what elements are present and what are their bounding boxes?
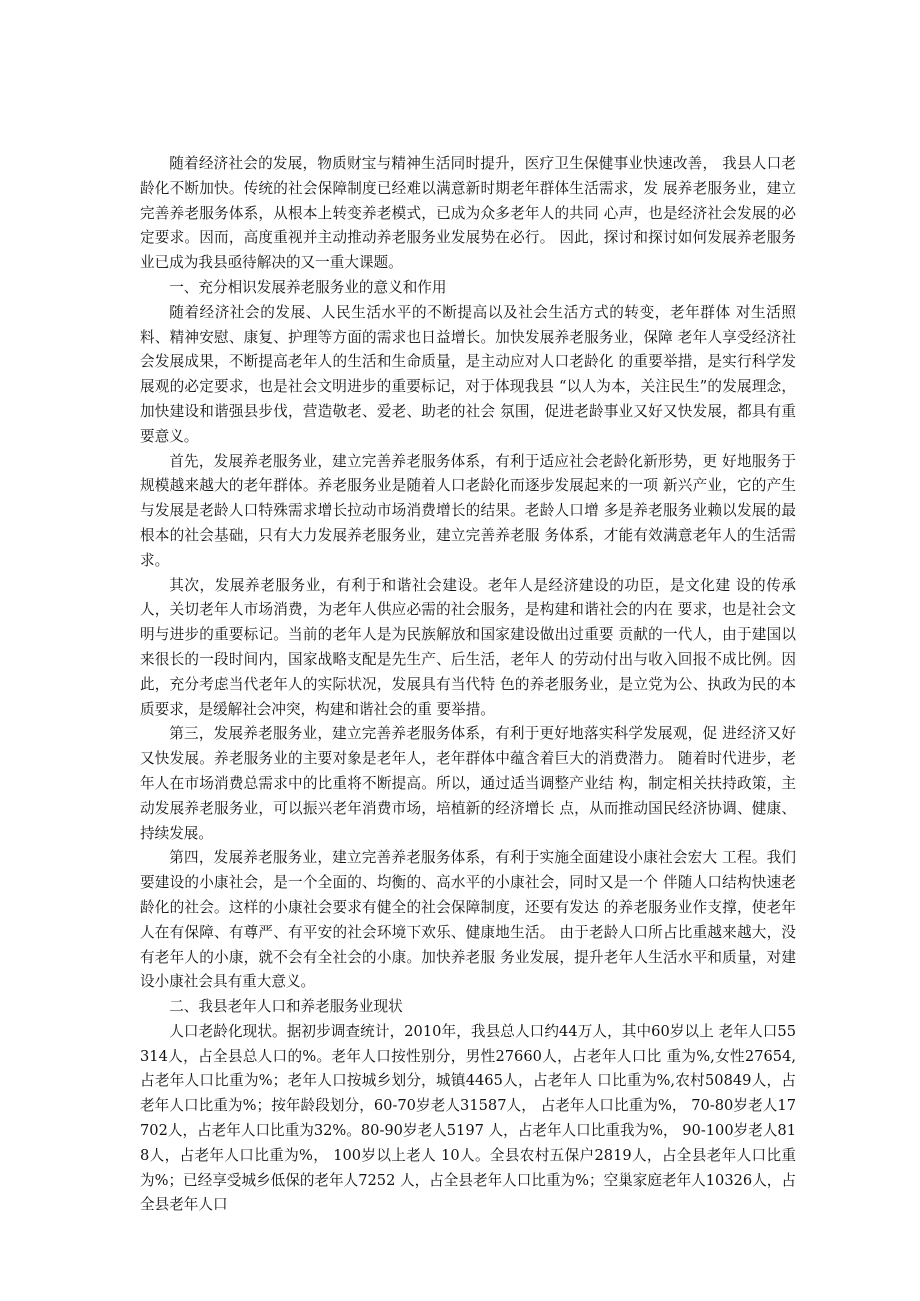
- paragraph-fourth-point: 第四，发展养老服务业，建立完善养老服务体系，有利于实施全面建设小康社会宏大 工程。我们要建设的小康社会，是一个全面的、均衡的、高水平的小康社会，同时又是一个 伴随人口结构快速老龄化的社会。这样的小康社会要求有健全的社会保障制度，还要有发达 的养老服务业作支撑，使老年人在有保障、有尊严、有平安的社会环境下欢乐、健康地生活。 由于老龄人口所占比重越来越大，没有老年人的小康，就不会有全社会的小康。加快养老服 务业发展，提升老年人生活水平和质量，对建设小康社会具有重大意义。: [140, 849, 796, 991]
- paragraph-third-point: 第三，发展养老服务业，建立完善养老服务体系，有利于更好地落实科学发展观，促 进经济又好又快发展。养老服务业的主要对象是老年人，老年群体中蕴含着巨大的消费潜力。 随着时代进步，老年人在市场消费总需求中的比重将不断提高。所以，通过适当调整产业结 构，制定相关扶持政策，主动发展养老服务业，可以振兴老年消费市场，培植新的经济增长 点，从而推动国民经济协调、健康、持续发展。: [140, 725, 796, 842]
- paragraph-significance: 随着经济社会的发展、人民生活水平的不断提高以及社会生活方式的转变，老年群体 对生活照料、精神安慰、康复、护理等方面的需求也日益增长。加快发展养老服务业，保障 老年人享受经济社会发展成果，不断提高老年人的生活和生命质量，是主动应对人口老龄化 的重要举措，是实行科学发展观的必定要求，也是社会文明进步的重要标记，对于体现我县 “以人为本，关注民生”的发展理念，加快建设和谐强县步伐，营造敬老、爱老、助老的社会 氛围，促进老龄事业又好又快发展，都具有重要意义。: [140, 303, 796, 445]
- paragraph-second-point: 其次，发展养老服务业，有利于和谐社会建设。老年人是经济建设的功臣，是文化建 设的传承人，关切老年人市场消费，为老年人供应必需的社会服务，是构建和谐社会的内在 要求，也是社会文明与进步的重要标记。当前的老年人是为民族解放和国家建设做出过重要 贡献的一代人，由于建国以来很长的一段时间内，国家战略支配是先生产、后生活，老年人 的劳动付出与收入回报不成比例。因此，充分考虑当代老年人的实际状况，发展具有当代特 色的养老服务业，是立党为公、执政为民的本质要求，是缓解社会冲突，构建和谐社会的重 要举措。: [140, 576, 796, 718]
- section-heading-1: 一、充分相识发展养老服务业的意义和作用: [169, 278, 447, 296]
- section-heading-2: 二、我县老年人口和养老服务业现状: [169, 998, 403, 1016]
- document-body: [140, 152, 796, 1218]
- paragraph-aging-status: 人口老龄化现状。据初步调查统计，2010年，我县总人口约44万人，其中60岁以上 老年人口55314人，占全县总人口的%。老年人口按性别分，男性27660人，占老年人口比 重为%,女性27654,占老年人口比重为%；老年人口按城乡划分，城镇4465人，占老年人 口比重为%,农村50849人，占老年人口比重为%；按年龄段划分，60-70岁老人31587人， 占老年人口比重为%， 70-80岁老人17702人，占老年人口比重为32%。80-90岁老人5197 人，占老年人口比重我为%， 90-100岁老人818人，占老年人口比重为%， 100岁以上老人 10人。全县农村五保户2819人，占全县老年人口比重为%；已经享受城乡低保的老年人7252 人，占全县老年人口比重为%；空巢家庭老年人10326人，占全县老年人口: [140, 1022, 796, 1214]
- paragraph-first-point: 首先，发展养老服务业，建立完善养老服务体系，有利于适应社会老龄化新形势，更 好地服务于规模越来越大的老年群体。养老服务业是随着人口老龄化而逐步发展起来的一项 新兴产业，它的产生与发展是老龄人口特殊需求增长拉动市场消费增长的结果。老龄人口增 多是养老服务业赖以发展的最根本的社会基础，只有大力发展养老服务业，建立完善养老服 务体系，才能有效满意老年人的生活需求。: [140, 452, 796, 569]
- intro-paragraph: 随着经济社会的发展，物质财宝与精神生活同时提升，医疗卫生保健事业快速改善， 我县人口老龄化不断加快。传统的社会保障制度已经难以满意新时期老年群体生活需求，发 展养老服务业，建立完善养老服务体系，从根本上转变养老模式，已成为众多老年人的共同 心声，也是经济社会发展的必定要求。因而，高度重视并主动推动养老服务业发展势在必行。 因此，探讨和探讨如何发展养老服务业已成为我县亟待解决的又一重大课题。: [140, 155, 796, 272]
